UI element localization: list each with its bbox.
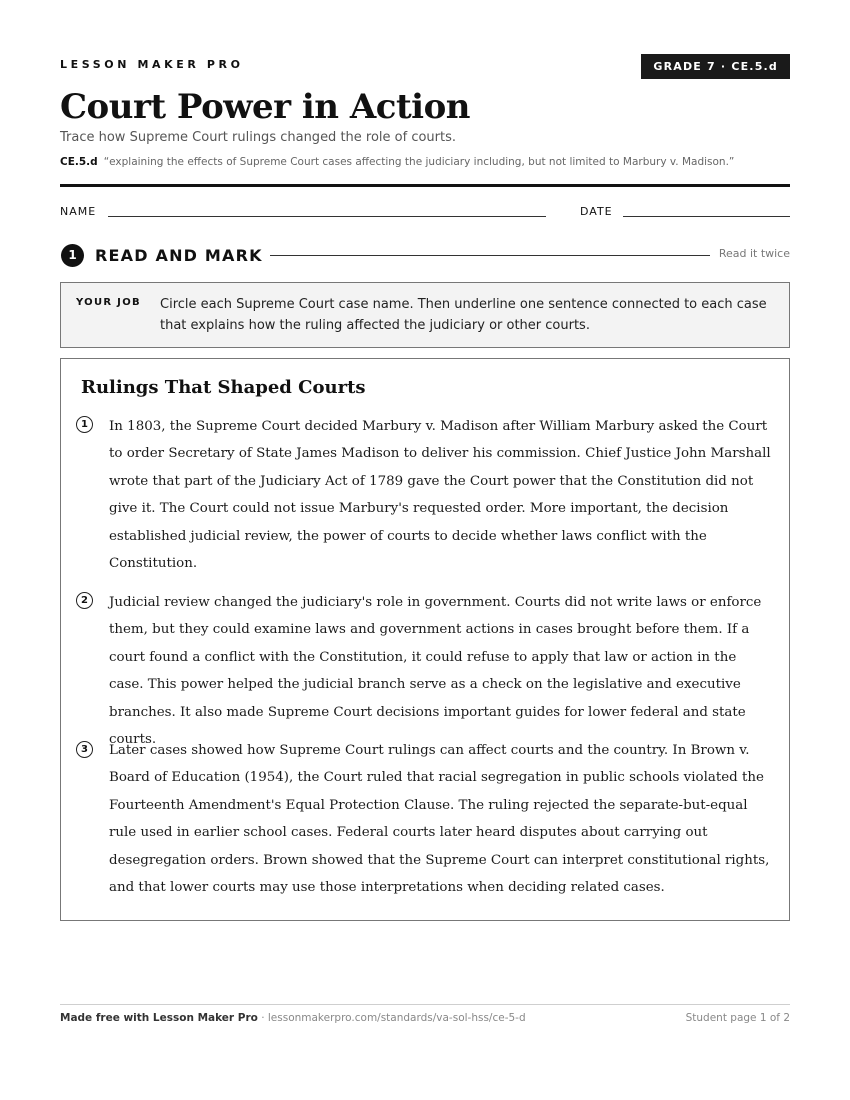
- header-divider: [60, 184, 790, 187]
- section-divider: [270, 255, 710, 256]
- page-title: Court Power in Action: [60, 87, 470, 127]
- paragraph-number-badge: 1: [76, 416, 93, 433]
- reading-paragraph: Judicial review changed the judiciary's role in government. Courts did not write laws or enforce them, but they could examine laws and government actions in cases brought before them. If a court found a conflict with the Constitution, it could refuse to apply that law or action in the case. This power helped the judicial branch serve as a check on the legislative and executive branches. It also made Supreme Court decisions important guides for lower federal and state courts.: [109, 595, 762, 748]
- paragraph-number-badge: 2: [76, 592, 93, 609]
- name-line[interactable]: [108, 216, 546, 217]
- brand-name: LESSON MAKER PRO: [60, 58, 244, 71]
- reading-passage-box: [60, 358, 790, 921]
- reading-title: Rulings That Shaped Courts: [81, 377, 366, 398]
- section-note: Read it twice: [718, 247, 790, 260]
- name-label: NAME: [60, 205, 97, 218]
- standard-code: CE.5.d: [60, 156, 98, 168]
- standard-text: “explaining the effects of Supreme Court cases affecting the judiciary including, but not limited to Marbury v. Madison.”: [103, 156, 735, 168]
- footer-credit: [60, 1012, 526, 1024]
- grade-badge: GRADE 7 · CE.5.d: [641, 54, 790, 79]
- your-job-label: YOUR JOB: [76, 297, 141, 308]
- reading-paragraph: Later cases showed how Supreme Court rulings can affect courts and the country. In Brown v. Board of Education (1954), the Court ruled that racial segregation in public schools violated the Fourteenth Amendment's Equal Protection Clause. The ruling rejected the separate-but-equal rule used in earlier school cases. Federal courts later heard disputes about carrying out desegregation orders. Brown showed that the Supreme Court can interpret constitutional rights, and that lower courts may use those interpretations when deciding related cases.: [109, 743, 770, 896]
- date-line[interactable]: [623, 216, 790, 217]
- footer-made-with: Made free with Lesson Maker Pro: [60, 1012, 258, 1024]
- your-job-box: [60, 282, 790, 348]
- your-job-text: Circle each Supreme Court case name. Then underline one sentence connected to each case that explains how the ruling affected the judiciary or other courts.: [160, 297, 767, 333]
- footer-divider: [60, 1004, 790, 1005]
- footer-link[interactable]: · lessonmakerpro.com/standards/va-sol-hss/ce-5-d: [257, 1012, 526, 1024]
- footer-page-number: Student page 1 of 2: [685, 1012, 790, 1024]
- page-subtitle: Trace how Supreme Court rulings changed the role of courts.: [60, 130, 457, 145]
- section-title: READ AND MARK: [95, 246, 263, 265]
- reading-paragraph: In 1803, the Supreme Court decided Marbury v. Madison after William Marbury asked the Court to order Secretary of State James Madison to deliver his commission. Chief Justice John Marshall wrote that part of the Judiciary Act of 1789 gave the Court power that the Constitution did not give it. The Court could not issue Marbury's requested order. More important, the decision established judicial review, the power of courts to decide whether laws conflict with the Constitution.: [109, 419, 771, 572]
- section-number-badge: 1: [61, 244, 84, 267]
- paragraph-number-badge: 3: [76, 741, 93, 758]
- standard-line: [60, 156, 734, 168]
- date-label: DATE: [580, 205, 613, 218]
